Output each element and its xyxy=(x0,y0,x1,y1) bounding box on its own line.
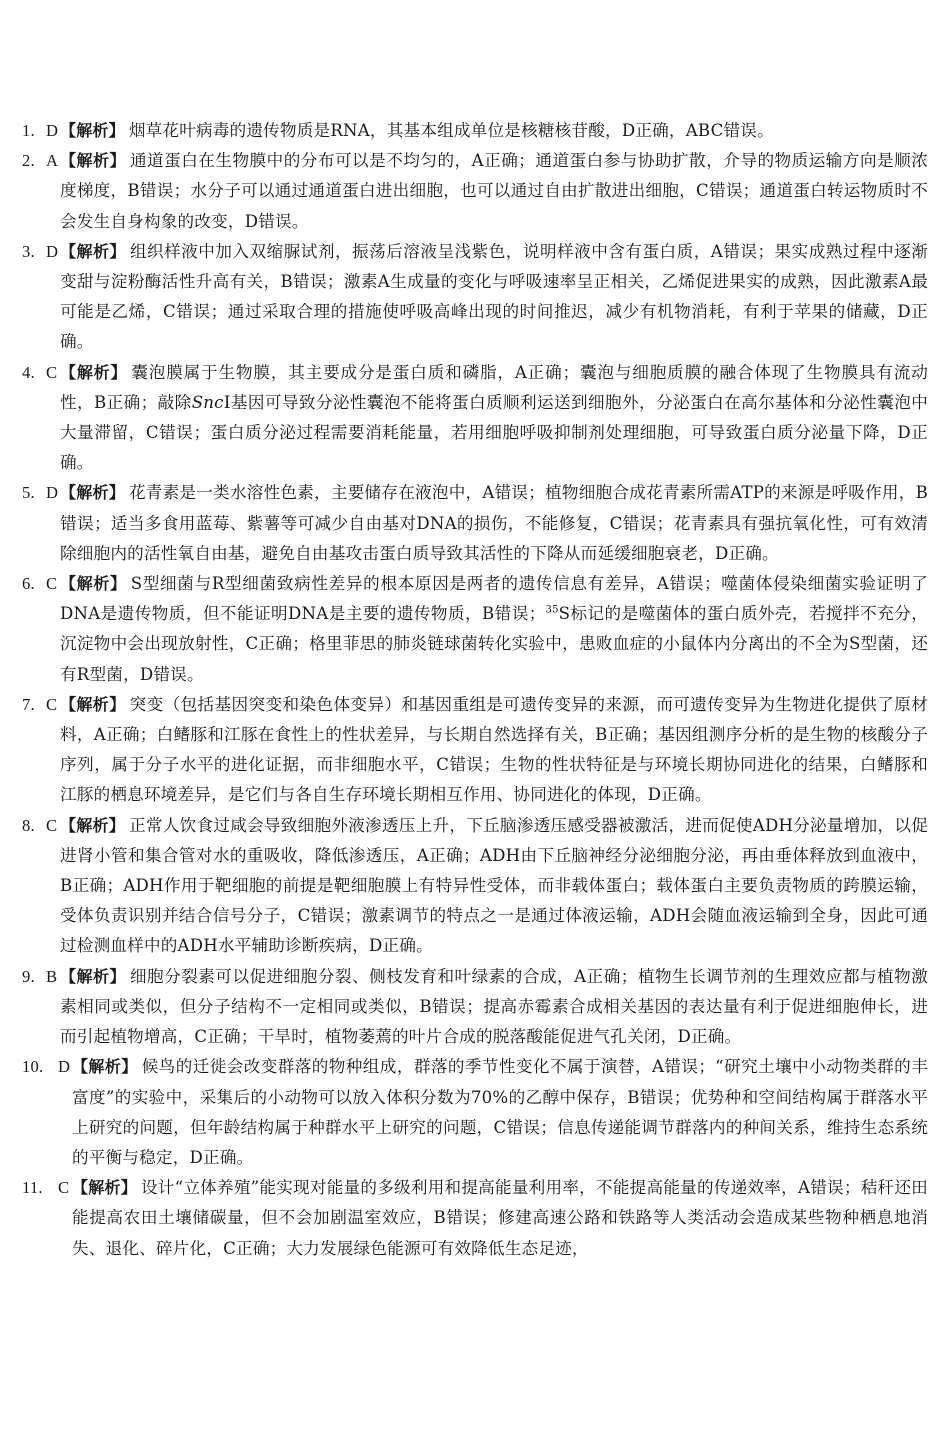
item-number: 8. xyxy=(22,815,35,835)
analysis-text: 候鸟的迁徙会改变群落的物种组成，群落的季节性变化不属于演替，A错误；“研究土壤中小动物类群的丰富度”的实验中，采集后的小动物可以放入体积分数为70%的乙醇中保存，B错误；优势种和空间结构属于群落水平上研究的问题，但年龄结构属于种群水平上研究的问题，C错误；信息传递能调节群落内的种间关系，维持生态系统的平衡与稳定，D正确。 xyxy=(72,1057,928,1167)
answer-item-11 xyxy=(0,1173,950,1264)
analysis-text: 设计“立体养殖”能实现对能量的多级利用和提高能量利用率，不能提高能量的传递效率，A错误；秸秆还田能提高农田土壤储碳量，但不会加剧温室效应，B错误；修建高速公路和铁路等人类活动会造成某些物种栖息地消失、退化、碎片化，C正确；大力发展绿色能源可有效降低生态足迹， xyxy=(72,1178,928,1258)
item-number: 11. xyxy=(22,1178,43,1198)
analysis-text: S型细菌与R型细菌致病性差异的根本原因是两者的遗传信息有差异，A错误；噬菌体侵染细菌实验证明了DNA是遗传物质，但不能证明DNA是主要的遗传物质，B错误； xyxy=(60,574,928,624)
answer-item-9 xyxy=(0,962,950,1053)
item-answer: C xyxy=(58,1178,70,1198)
analysis-tag: 【解析】 xyxy=(60,483,125,503)
analysis-text: 囊泡膜属于生物膜，其主要成分是蛋白质和磷脂，A正确；囊泡与细胞质膜的融合体现了生物膜具有流动性，B正确；敲除 xyxy=(60,362,928,412)
item-number: 1. xyxy=(22,121,35,140)
analysis-tag: 【解析】 xyxy=(72,1178,137,1198)
item-answer: C xyxy=(46,362,58,382)
analysis-tag: 【解析】 xyxy=(60,966,126,986)
item-number: 5. xyxy=(22,483,35,503)
answer-item-6 xyxy=(0,569,950,690)
analysis-text-continued: Ⅰ基因可导致分泌性囊泡不能将蛋白质顺利运送到细胞外，分泌蛋白在高尔基体和分泌性囊泡中大量滞留，C错误；蛋白质分泌过程需要消耗能量，若用细胞呼吸抑制剂处理细胞，可导致蛋白质分泌量下降，D正确。 xyxy=(60,392,929,473)
item-number: 3. xyxy=(22,241,35,261)
answer-item-5 xyxy=(0,478,950,569)
analysis-text: 花青素是一类水溶性色素，主要储存在液泡中，A错误；植物细胞合成花青素所需ATP的来源是呼吸作用，B错误；适当多食用蓝莓、紫薯等可减少自由基对DNA的损伤，不能修复，C错误；花青素具有强抗氧化性，可有效清除细胞内的活性氧自由基，避免自由基攻击蛋白质导致其活性的下降从而延缓细胞衰老，D正确。 xyxy=(60,483,928,563)
item-number: 7. xyxy=(22,694,35,714)
analysis-tag: 【解析】 xyxy=(60,151,126,171)
item-answer: C xyxy=(46,574,58,594)
analysis-tag: 【解析】 xyxy=(60,362,128,382)
analysis-text: 突变（包括基因突变和染色体变异）和基因重组是可遗传变异的来源，而可遗传变异为生物进化提供了原材料，A正确；白鳍豚和江豚在食性上的性状差异，与长期自然选择有关，B正确；基因组测序分析的是生物的核酸分子序列，属于分子水平的进化证据，而非细胞水平，C错误；生物的性状特征是与环境长期协同进化的结果，白鳍豚和江豚的栖息环境差异，是它们与各自生存环境长期相互作用、协同进化的体现，D正确。 xyxy=(60,694,928,805)
item-number: 6. xyxy=(22,574,35,594)
item-answer: D xyxy=(58,1057,71,1077)
item-answer: D xyxy=(46,483,59,503)
analysis-tag: 【解析】 xyxy=(60,241,126,261)
item-answer: D xyxy=(46,121,59,140)
answer-item-8 xyxy=(0,811,950,962)
answer-item-7 xyxy=(0,690,950,811)
answer-item-2 xyxy=(0,146,950,237)
analysis-text: 组织样液中加入双缩脲试剂，振荡后溶液呈浅紫色，说明样液中含有蛋白质，A错误；果实成熟过程中逐渐变甜与淀粉酶活性升高有关，B错误；激素A生成量的变化与呼吸速率呈正相关，乙烯促进果实的成熟，因此激素A最可能是乙烯，C错误；通过采取合理的措施使呼吸高峰出现的时间推迟，减少有机物消耗，有利于苹果的储藏，D正确。 xyxy=(60,241,928,352)
analysis-tag: 【解析】 xyxy=(60,121,125,140)
isotope-mass-number: 35 xyxy=(545,604,559,616)
answer-item-10 xyxy=(0,1052,950,1173)
analysis-text: 细胞分裂素可以促进细胞分裂、侧枝发育和叶绿素的合成，A正确；植物生长调节剂的生理效应都与植物激素相同或类似，但分子结构不一定相同或类似，B错误；提高赤霉素合成相关基因的表达量有利于促进细胞伸长，进而引起植物增高，C正确；干旱时，植物萎蔫的叶片合成的脱落酸能促进气孔关闭，D正确。 xyxy=(60,966,928,1047)
analysis-text: 通道蛋白在生物膜中的分布可以是不均匀的，A正确；通道蛋白参与协助扩散，介导的物质运输方向是顺浓度梯度，B错误；水分子可以通过通道蛋白进出细胞，也可以通过自由扩散进出细胞，C错误；通道蛋白转运物质时不会发生自身构象的改变，D错误。 xyxy=(60,151,928,231)
analysis-tag: 【解析】 xyxy=(60,694,126,714)
item-answer: B xyxy=(46,966,58,986)
analysis-tag: 【解析】 xyxy=(60,815,126,835)
analysis-text: 正常人饮食过咸会导致细胞外液渗透压上升，下丘脑渗透压感受器被激活，进而促使ADH分泌量增加，以促进肾小管和集合管对水的重吸收，降低渗透压，A正确；ADH由下丘脑神经分泌细胞分泌，再由垂体释放到血液中，B正确；ADH作用于靶细胞的前提是靶细胞膜上有特异性受体，而非载体蛋白；载体蛋白主要负责物质的跨膜运输，受体负责识别并结合信号分子，C错误；激素调节的特点之一是通过体液运输，ADH会随血液运输到全身，因此可通过检测血样中的ADH水平辅助诊断疾病，D正确。 xyxy=(60,815,928,956)
answer-item-4 xyxy=(0,358,950,479)
answer-item-3 xyxy=(0,237,950,358)
analysis-tag: 【解析】 xyxy=(60,574,127,594)
item-number: 2. xyxy=(22,151,35,171)
item-answer: C xyxy=(46,694,58,714)
item-answer: C xyxy=(46,815,58,835)
item-answer: D xyxy=(46,241,59,261)
analysis-tag: 【解析】 xyxy=(72,1057,138,1077)
analysis-text-continued: S标记的是噬菌体的蛋白质外壳，若搅拌不充分，沉淀物中会出现放射性，C正确；格里菲思的肺炎链球菌转化实验中，患败血症的小鼠体内分离出的不全为S型菌，还有R型菌，D错误。 xyxy=(60,604,928,684)
analysis-text: 烟草花叶病毒的遗传物质是RNA，其基本组成单位是核糖核苷酸，D正确，ABC错误。 xyxy=(128,121,774,140)
item-number: 10. xyxy=(22,1057,44,1077)
answer-item-1 xyxy=(0,116,950,146)
item-answer: A xyxy=(46,151,59,171)
gene-name: Snc xyxy=(191,392,224,412)
item-number: 4. xyxy=(22,362,35,382)
item-number: 9. xyxy=(22,966,35,986)
